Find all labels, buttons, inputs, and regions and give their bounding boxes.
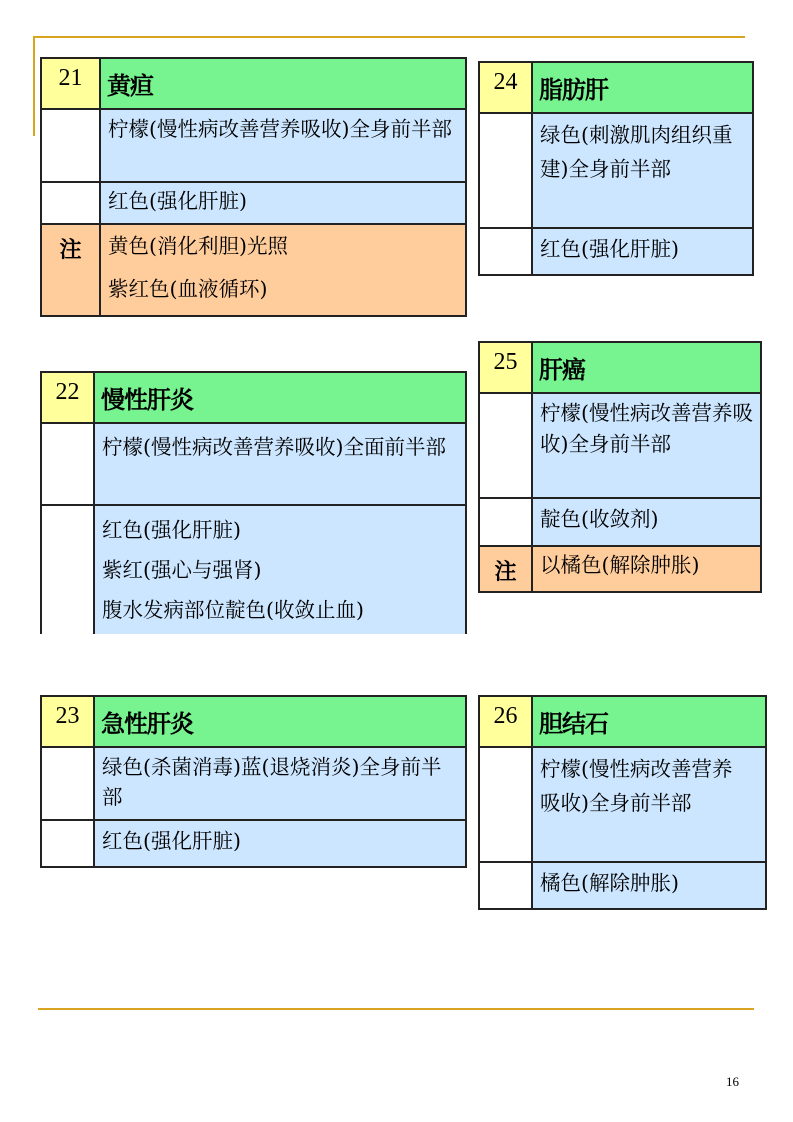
card-row [42,183,465,223]
card-text: 靛色(收敛剂) [533,499,760,545]
card-title: 急性肝炎 [95,697,465,746]
card-row [480,114,752,227]
card-title: 肝癌 [533,343,760,392]
page-number: 16 [726,1074,739,1089]
card-text: 红色(强化肝脏) [533,229,752,274]
card-26 [478,695,767,910]
card-22 [40,371,467,634]
note-text: 以橘色(解除肿胀) [533,547,760,591]
card-row [42,424,465,504]
card-text: 红色(强化肝脏) 紫红(强心与强肾) 腹水发病部位靛色(收敛止血) [95,506,465,634]
card-title: 胆结石 [533,697,765,746]
card-23 [40,695,467,868]
card-text: 红色(强化肝脏) [101,183,465,223]
note-text: 黄色(消化利胆)光照 紫红色(血液循环) [101,225,465,315]
card-number: 23 [42,697,93,746]
card-header [42,697,465,746]
card-number: 25 [480,343,531,392]
card-note-row [480,547,760,591]
card-number: 22 [42,373,93,422]
top-rule [33,36,745,38]
card-row [480,229,752,274]
card-text: 柠檬(慢性病改善营养吸收)全面前半部 [95,424,465,504]
card-title: 脂肪肝 [533,63,752,112]
card-title: 慢性肝炎 [95,373,465,422]
card-text: 柠檬(慢性病改善营养吸收)全身前半部 [101,110,465,181]
card-header [42,373,465,422]
card-row [42,821,465,866]
card-row [480,499,760,545]
card-number: 26 [480,697,531,746]
card-25 [478,341,762,593]
card-header [480,63,752,112]
card-header [480,343,760,392]
card-24 [478,61,754,276]
card-row [480,394,760,497]
card-row [480,863,765,908]
bottom-rule [38,1008,754,1010]
card-row [42,110,465,181]
card-text: 柠檬(慢性病改善营养吸收)全身前半部 [533,394,760,497]
left-rule [33,36,35,136]
card-text: 红色(强化肝脏) [95,821,465,866]
card-row [480,748,765,861]
card-row [42,506,465,632]
note-label: 注 [42,225,99,315]
card-number: 24 [480,63,531,112]
card-text: 绿色(刺激肌肉组织重建)全身前半部 [533,114,752,227]
note-label: 注 [480,547,531,591]
card-header [42,59,465,108]
card-text: 橘色(解除肿胀) [533,863,765,908]
card-note-row [42,225,465,315]
card-title: 黄疸 [101,59,465,108]
card-21 [40,57,467,317]
card-header [480,697,765,746]
card-number: 21 [42,59,99,108]
card-text: 柠檬(慢性病改善营养吸收)全身前半部 [533,748,765,861]
card-row [42,748,465,819]
card-text: 绿色(杀菌消毒)蓝(退烧消炎)全身前半部 [95,748,465,819]
